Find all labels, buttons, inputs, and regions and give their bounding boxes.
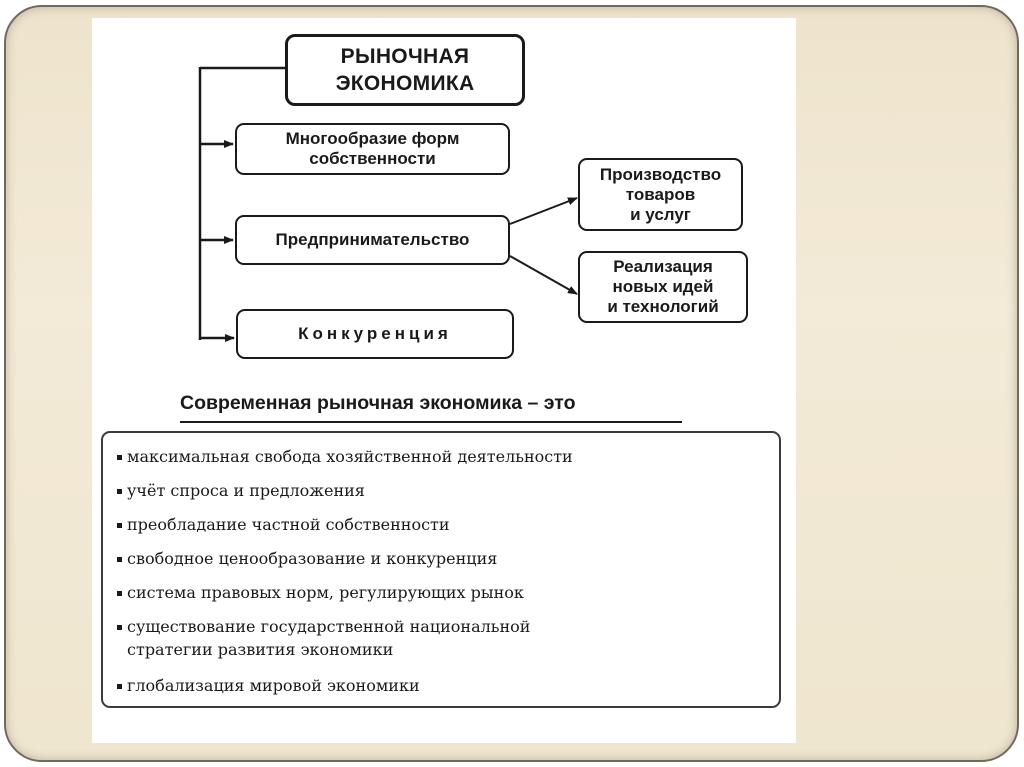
list-item-text: максимальная свобода хозяйственной деятельности [127, 447, 573, 466]
market-economy-diagram [92, 18, 796, 743]
enterprise-label: Предпринимательство [275, 230, 470, 249]
arrow-to-ideas [510, 256, 577, 294]
list-item [117, 513, 450, 536]
list-item [117, 581, 524, 604]
ideas-line1: Реализация [613, 257, 713, 276]
ideas-line3: и технологий [607, 297, 719, 316]
production-line2: товаров [625, 184, 696, 204]
production-line3: и услуг [630, 204, 691, 224]
production-box [578, 158, 743, 231]
list-item-text: система правовых норм, регулирующих рынок [127, 583, 524, 602]
bullet-icon [117, 557, 122, 562]
list-item [117, 547, 497, 570]
bullet-icon [117, 455, 122, 460]
content-panel [92, 18, 796, 743]
list-item-text: преобладание частной собственности [127, 515, 450, 534]
enterprise-box [235, 215, 510, 265]
root-line1: РЫНОЧНАЯ [340, 45, 470, 68]
list-item-text: существование государственной национальной [127, 617, 531, 636]
list-item-text: глобализация мировой экономики [127, 676, 420, 695]
ownership-box [235, 123, 510, 175]
arrow-to-production [510, 198, 577, 224]
root-box [285, 34, 525, 106]
list-item [117, 674, 420, 697]
ideas-line2: новых идей [612, 277, 714, 296]
ideas-box [578, 251, 748, 323]
ownership-line1: Многообразие форм [285, 129, 460, 148]
list-item-continuation: стратегии развития экономики [127, 640, 394, 659]
competition-box [236, 309, 514, 359]
root-line2: ЭКОНОМИКА [335, 72, 475, 95]
list-item [117, 445, 573, 468]
list-item-text: учёт спроса и предложения [127, 481, 365, 500]
production-line1: Производство [599, 164, 722, 184]
list-item [117, 615, 530, 661]
definition-heading: Современная рыночная экономика – это [180, 392, 576, 414]
bullet-icon [117, 591, 122, 596]
bullet-icon [117, 625, 122, 630]
list-item [117, 479, 365, 502]
bullet-icon [117, 489, 122, 494]
competition-label: Конкуренция [298, 324, 452, 343]
ownership-line2: собственности [309, 149, 436, 168]
definition-list-box [101, 431, 781, 708]
bullet-icon [117, 523, 122, 528]
list-item-text: свободное ценообразование и конкуренция [127, 549, 498, 568]
bullet-icon [117, 684, 122, 689]
heading-underline [180, 421, 682, 423]
